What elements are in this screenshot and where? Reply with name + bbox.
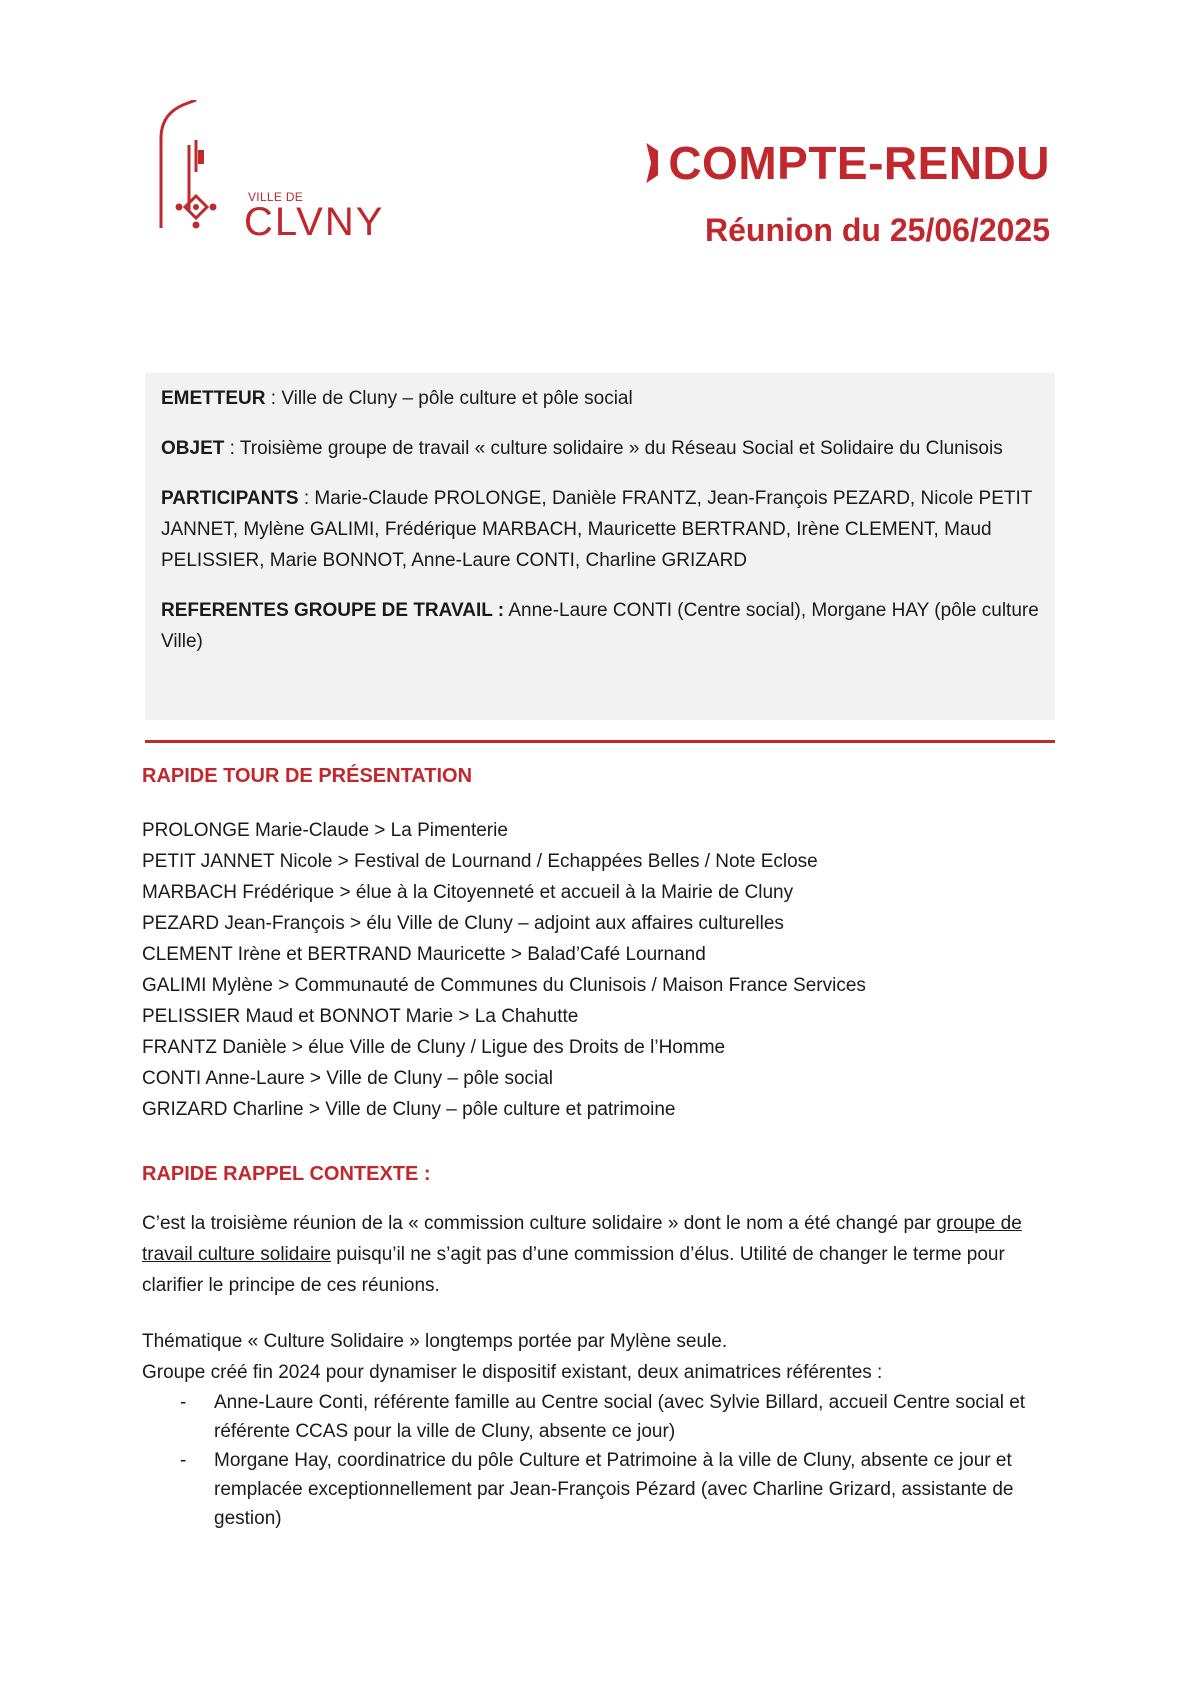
objet-label: OBJET (161, 438, 225, 459)
info-box (145, 373, 1055, 720)
context-text-start: C’est la troisième réunion de la « commission culture solidaire » dont le nom a été changé par (142, 1213, 937, 1234)
section-title-context: RAPIDE RAPPEL CONTEXTE : (142, 1163, 431, 1185)
logo-wordmark: CLVNY (244, 200, 385, 244)
section-divider (145, 740, 1055, 743)
underlined-term: groupe de travail culture solidaire (142, 1213, 1022, 1265)
context-line-2: Groupe créé fin 2024 pour dynamiser le dispositif existant, deux animatrices référentes : (142, 1362, 883, 1383)
context-line-1: Thématique « Culture Solidaire » longtemps portée par Mylène seule. (142, 1331, 728, 1352)
list-item: PEZARD Jean-François > élu Ville de Cluny – adjoint aux affaires culturelles (142, 913, 784, 934)
list-item: GALIMI Mylène > Communauté de Communes du Clunisois / Maison France Services (142, 975, 866, 996)
meeting-date: Réunion du 25/06/2025 (704, 212, 1050, 248)
document-title (646, 136, 1050, 190)
logo-subtitle: VILLE DE (248, 190, 304, 204)
key-emblem-icon (158, 100, 228, 240)
list-item: CONTI Anne-Laure > Ville de Cluny – pôle social (142, 1068, 554, 1089)
referentes-row (161, 595, 1039, 657)
objet-row (161, 433, 1039, 464)
title-marker-icon (646, 143, 658, 183)
context-paragraph-1 (142, 1208, 1057, 1301)
participants-row (161, 483, 1039, 576)
referentes-bullets (142, 1388, 1057, 1533)
objet-value: : Troisième groupe de travail « culture solidaire » du Réseau Social et Solidaire du Clunisois (224, 438, 1003, 459)
title-text: COMPTE-RENDU (668, 137, 1050, 189)
emetteur-row (161, 383, 1039, 414)
list-item: MARBACH Frédérique > élue à la Citoyenneté et accueil à la Mairie de Cluny (142, 882, 794, 903)
referentes-label: REFERENTES GROUPE DE TRAVAIL : (161, 600, 505, 621)
emetteur-value: : Ville de Cluny – pôle culture et pôle social (265, 388, 633, 409)
list-item: PELISSIER Maud et BONNOT Marie > La Chahutte (142, 1006, 579, 1027)
list-item: PROLONGE Marie-Claude > La Pimenterie (142, 820, 508, 841)
context-paragraph-2 (142, 1326, 1057, 1533)
list-item: GRIZARD Charline > Ville de Cluny – pôle culture et patrimoine (142, 1099, 676, 1120)
participant-list (142, 815, 866, 1125)
participants-label: PARTICIPANTS (161, 488, 299, 509)
referentes-value: Anne-Laure CONTI (Centre social), Morgane HAY (pôle culture Ville) (161, 600, 1039, 652)
context-text-end: puisqu’il ne s’agit pas d’une commission d’élus. Utilité de changer le terme pour clarifier le principe de ces réunions. (142, 1244, 1005, 1296)
list-item: PETIT JANNET Nicole > Festival de Lournand / Echappées Belles / Note Eclose (142, 851, 818, 872)
list-item: CLEMENT Irène et BERTRAND Mauricette > Balad’Café Lournand (142, 944, 706, 965)
list-item: FRANTZ Danièle > élue Ville de Cluny / Ligue des Droits de l’Homme (142, 1037, 726, 1058)
emetteur-label: EMETTEUR (161, 388, 266, 409)
section-title-presentation: RAPIDE TOUR DE PRÉSENTATION (142, 765, 473, 787)
bullet-item: - Morgane Hay, coordinatrice du pôle Culture et Patrimoine à la ville de Cluny, absente ce jour et remplacée exceptionnellement par Jean-François Pézard (avec Charline Grizard, assistante de gestion) (142, 1446, 1057, 1533)
bullet-item: - Anne-Laure Conti, référente famille au Centre social (avec Sylvie Billard, accueil Centre social et référente CCAS pour la ville de Cluny, absente ce jour) (142, 1388, 1057, 1446)
participants-value: : Marie-Claude PROLONGE, Danièle FRANTZ, Jean-François PEZARD, Nicole PETIT JANNET, Mylène GALIMI, Frédérique MARBACH, Mauricette BERTRAND, Irène CLEMENT, Maud PELISSIER, Marie BONNOT, Anne-Laure CONTI, Charline GRIZARD (161, 488, 1033, 571)
